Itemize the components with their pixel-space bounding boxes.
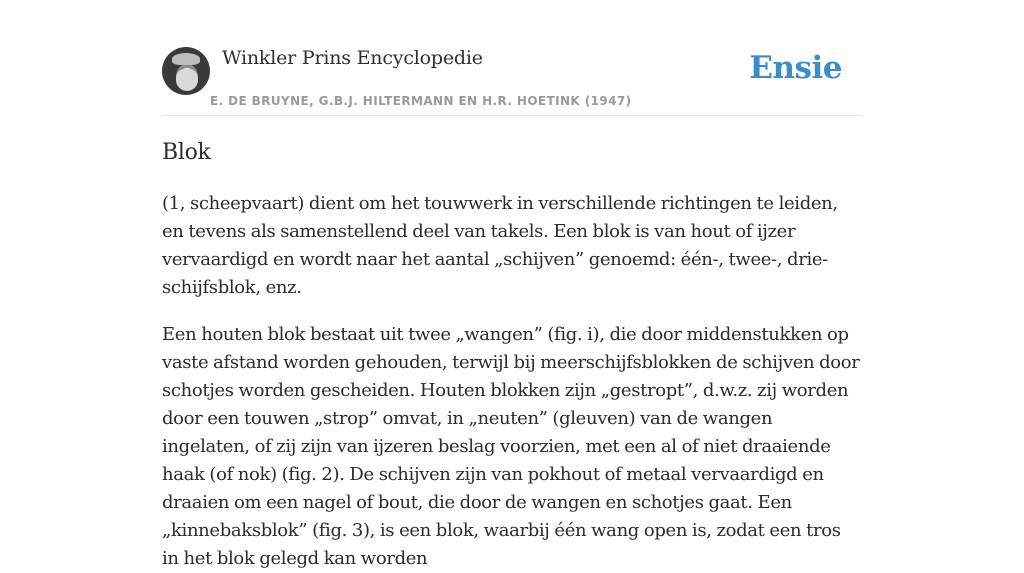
article-title: Blok bbox=[162, 140, 211, 165]
header-divider bbox=[162, 115, 862, 116]
avatar[interactable] bbox=[162, 47, 210, 95]
article-paragraph: (1, scheepvaart) dient om het touwwerk in verschillende richtingen te leiden, en tevens als samenstellend deel van takels. Een blok is van hout of ijzer vervaardigd en wordt naar het aantal „schijven” genoemd: één-, twee-, drie-schijfsblok, enz. bbox=[162, 193, 838, 298]
article-paragraph: Een houten blok bestaat uit twee „wangen” (fig. i), die door middenstukken op vaste afstand worden gehouden, terwijl bij meerschijfsblokken de schijven door schotjes worden gescheiden. Houten blokken zijn „gestropt”, d.w.z. zij worden door een touwen „strop” omvat, in „neuten” (gleuven) van de wangen ingelaten, of zij zijn van ijzeren beslag voorzien, met een al of niet draaiende haak (of nok) (fig. 2). De schijven zijn van pokhout of metaal vervaardigd en draaien om een nagel of bout, die door de wangen en schotjes gaat. Een „kinnebaksblok” (fig. 3), is een blok, waarbij één wang open is, zodat een tros in het blok gelegd kan worden bbox=[162, 324, 860, 569]
site-title[interactable]: Winkler Prins Encyclopedie bbox=[222, 47, 483, 69]
site-header bbox=[162, 44, 862, 116]
avatar-beard bbox=[176, 69, 198, 91]
brand-logo-link[interactable]: Ensie bbox=[749, 50, 842, 86]
avatar-hair bbox=[172, 53, 200, 65]
authors-line: E. DE BRUYNE, G.B.J. HILTERMANN EN H.R. HOETINK (1947) bbox=[210, 94, 632, 108]
article bbox=[162, 140, 862, 573]
